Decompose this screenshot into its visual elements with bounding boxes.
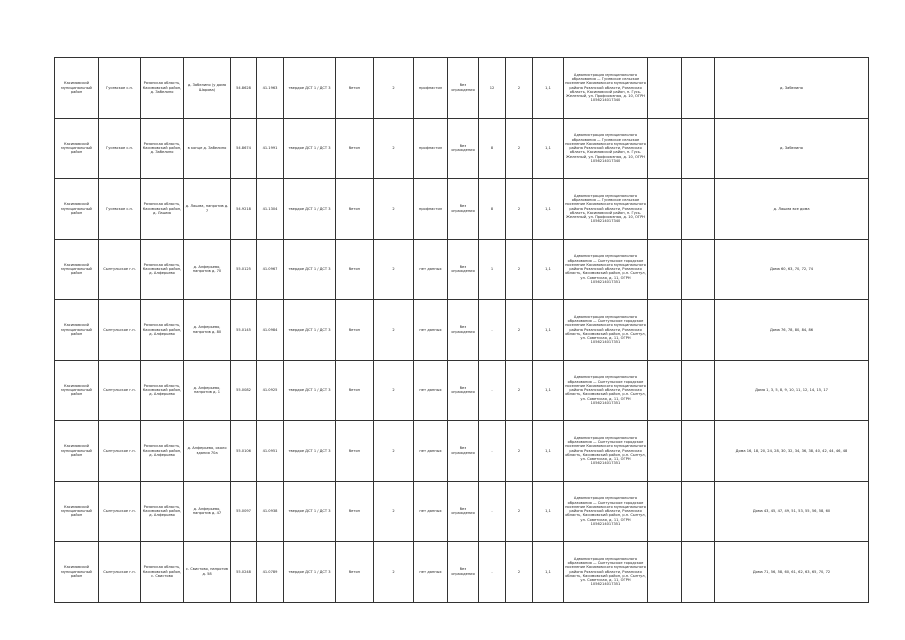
enclosure-cell: нет данных — [414, 481, 448, 542]
empty-cell-2 — [682, 542, 715, 603]
district-cell: Касимовский муниципальный район — [55, 542, 99, 603]
longitude-cell: 41.0984 — [257, 300, 284, 361]
table-row — [55, 179, 869, 240]
capacity-cell: 1,1 — [533, 58, 564, 119]
address-cell: д. Лашма, напротив д. 7 — [184, 179, 231, 240]
empty-cell-1 — [648, 179, 682, 240]
base-cell: бетон — [336, 239, 374, 300]
empty-cell-1 — [648, 118, 682, 179]
capacity-cell: 1,1 — [533, 118, 564, 179]
settlement-cell: Сынтульское г.п. — [99, 421, 141, 482]
district-cell: Касимовский муниципальный район — [55, 300, 99, 361]
volume-cell: 2 — [506, 542, 533, 603]
enclosure-cell: нет данных — [414, 239, 448, 300]
empty-cell-2 — [682, 300, 715, 361]
base-cell: бетон — [336, 118, 374, 179]
container-count-cell: 8 — [479, 118, 506, 179]
base-cell: бетон — [336, 300, 374, 361]
volume-cell: 2 — [506, 239, 533, 300]
enclosure-cell: нет данных — [414, 542, 448, 603]
owner-cell: Администрация муниципального образования — Сынтульское городское поселение Касимовского муниципального района Рязанской области, Рязанская область, Касимовский район, р.п. Сынтул, ул. Советская, д. 11, ОГРН 1056214017351 — [564, 421, 648, 482]
enclosure-cell: нет данных — [414, 421, 448, 482]
longitude-cell: 41.1991 — [257, 118, 284, 179]
fence-cell: без ограждения — [448, 481, 479, 542]
empty-cell-1 — [648, 360, 682, 421]
enclosure-cell: профнастил — [414, 58, 448, 119]
table-row — [55, 239, 869, 300]
empty-cell-1 — [648, 542, 682, 603]
district-cell: Касимовский муниципальный район — [55, 118, 99, 179]
served-houses-cell: д. Лашма все дома — [715, 179, 869, 240]
fence-cell: без ограждения — [448, 239, 479, 300]
volume-cell: 2 — [506, 300, 533, 361]
table-row — [55, 118, 869, 179]
owner-cell: Администрация муниципального образования — Сынтульское городское поселение Касимовского муниципального района Рязанской области, Рязанская область, Касимовский район, р.п. Сынтул, ул. Советская, д. 11, ОГРН 1056214017351 — [564, 542, 648, 603]
fence-cell: без ограждения — [448, 360, 479, 421]
enclosure-cell: профнастил — [414, 118, 448, 179]
empty-cell-1 — [648, 421, 682, 482]
base-cell: бетон — [336, 542, 374, 603]
capacity-cell: 1,1 — [533, 239, 564, 300]
container-count-cell: - — [479, 481, 506, 542]
base-cell: бетон — [336, 481, 374, 542]
locality-cell: Рязанская область, Касимовский район, д. Забелино — [141, 118, 184, 179]
base-cell: бетон — [336, 360, 374, 421]
settlement-cell: Сынтульское г.п. — [99, 300, 141, 361]
longitude-cell: 41.0789 — [257, 542, 284, 603]
empty-cell-2 — [682, 58, 715, 119]
owner-cell: Администрация муниципального образования — Гусевское сельское поселение Касимовского муниципального района Рязанской области, Рязанская область, Касимовский район, п. Гусь-Железный, ул. Профсоюзная, д. 10, ОГРН 1056214017340 — [564, 179, 648, 240]
registry-table — [54, 57, 869, 603]
base-cell: бетон — [336, 421, 374, 482]
volume-cell: 2 — [506, 58, 533, 119]
address-cell: д. Алферьево, около здания 70а — [184, 421, 231, 482]
empty-cell-2 — [682, 239, 715, 300]
table-row — [55, 481, 869, 542]
area-cell: 2 — [374, 179, 414, 240]
empty-cell-2 — [682, 118, 715, 179]
container-count-cell: - — [479, 300, 506, 361]
owner-cell: Администрация муниципального образования — Сынтульское городское поселение Касимовского муниципального района Рязанской области, Рязанская область, Касимовский район, р.п. Сынтул, ул. Советская, д. 11, ОГРН 1056214017351 — [564, 481, 648, 542]
container-count-cell: - — [479, 360, 506, 421]
longitude-cell: 41.0967 — [257, 239, 284, 300]
locality-cell: Рязанская область, Касимовский район, д. Лашма — [141, 179, 184, 240]
address-cell: с. Свистово, напротив д. 58 — [184, 542, 231, 603]
settlement-cell: Гусевское с.п. — [99, 58, 141, 119]
latitude-cell: 55.0097 — [231, 481, 257, 542]
address-cell: в конце д. Забелино — [184, 118, 231, 179]
owner-cell: Администрация муниципального образования — Гусевское сельское поселение Касимовского муниципального района Рязанской области, Рязанская область, Касимовский район, п. Гусь-Железный, ул. Профсоюзная, д. 10, ОГРН 1056214017340 — [564, 118, 648, 179]
address-cell: д. Алферьево, напротив д. 70 — [184, 239, 231, 300]
address-cell: д. Забелино (у дома Шарова) — [184, 58, 231, 119]
settlement-cell: Сынтульское г.п. — [99, 360, 141, 421]
latitude-cell: 55.0106 — [231, 421, 257, 482]
table-body — [55, 58, 869, 603]
capacity-cell: 1,1 — [533, 481, 564, 542]
latitude-cell: 55.0145 — [231, 300, 257, 361]
served-houses-cell: Дома 16, 18, 20, 24, 28, 30, 32, 34, 36, 38, 40, 42, 44, 46, 48 — [715, 421, 869, 482]
locality-cell: Рязанская область, Касимовский район, д. Алферьево — [141, 360, 184, 421]
area-cell: 2 — [374, 481, 414, 542]
empty-cell-2 — [682, 481, 715, 542]
district-cell: Касимовский муниципальный район — [55, 360, 99, 421]
district-cell: Касимовский муниципальный район — [55, 481, 99, 542]
longitude-cell: 41.0951 — [257, 421, 284, 482]
longitude-cell: 41.1304 — [257, 179, 284, 240]
surface-cell: твердое ДСТ 1 / ДСТ 3 — [284, 542, 336, 603]
served-houses-cell: Дома 60, 63, 70, 72, 74 — [715, 239, 869, 300]
district-cell: Касимовский муниципальный район — [55, 421, 99, 482]
capacity-cell: 1,1 — [533, 542, 564, 603]
area-cell: 2 — [374, 542, 414, 603]
area-cell: 2 — [374, 300, 414, 361]
surface-cell: твердое ДСТ 1 / ДСТ 3 — [284, 58, 336, 119]
served-houses-cell: д. Забелино — [715, 58, 869, 119]
capacity-cell: 1,1 — [533, 421, 564, 482]
table-row — [55, 360, 869, 421]
surface-cell: твердое ДСТ 1 / ДСТ 3 — [284, 118, 336, 179]
empty-cell-1 — [648, 300, 682, 361]
container-count-cell: 1 — [479, 239, 506, 300]
area-cell: 2 — [374, 58, 414, 119]
locality-cell: Рязанская область, Касимовский район, д. Алферьево — [141, 421, 184, 482]
empty-cell-1 — [648, 58, 682, 119]
table-row — [55, 421, 869, 482]
empty-cell-1 — [648, 239, 682, 300]
empty-cell-2 — [682, 360, 715, 421]
longitude-cell: 41.0938 — [257, 481, 284, 542]
latitude-cell: 55.0125 — [231, 239, 257, 300]
served-houses-cell: Дома 76, 78, 80, 84, 86 — [715, 300, 869, 361]
settlement-cell: Гусевское с.п. — [99, 118, 141, 179]
volume-cell: 2 — [506, 118, 533, 179]
locality-cell: Рязанская область, Касимовский район, д. Алферьево — [141, 300, 184, 361]
locality-cell: Рязанская область, Касимовский район, с. Свистово — [141, 542, 184, 603]
fence-cell: без ограждения — [448, 300, 479, 361]
surface-cell: твердое ДСТ 1 / ДСТ 3 — [284, 481, 336, 542]
surface-cell: твердое ДСТ 1 / ДСТ 3 — [284, 300, 336, 361]
latitude-cell: 55.0082 — [231, 360, 257, 421]
surface-cell: твердое ДСТ 1 / ДСТ 3 — [284, 179, 336, 240]
empty-cell-1 — [648, 481, 682, 542]
container-count-cell: 12 — [479, 58, 506, 119]
district-cell: Касимовский муниципальный район — [55, 239, 99, 300]
area-cell: 2 — [374, 421, 414, 482]
owner-cell: Администрация муниципального образования — Сынтульское городское поселение Касимовского муниципального района Рязанской области, Рязанская область, Касимовский район, р.п. Сынтул, ул. Советская, д. 11, ОГРН 1056214017351 — [564, 360, 648, 421]
area-cell: 2 — [374, 239, 414, 300]
container-count-cell: - — [479, 542, 506, 603]
district-cell: Касимовский муниципальный район — [55, 179, 99, 240]
address-cell: д. Алферьево, напротив д. 80 — [184, 300, 231, 361]
latitude-cell: 54.9218 — [231, 179, 257, 240]
settlement-cell: Гусевское с.п. — [99, 179, 141, 240]
base-cell: бетон — [336, 179, 374, 240]
enclosure-cell: нет данных — [414, 360, 448, 421]
served-houses-cell: Дома 71, 56, 58, 60, 61, 62, 63, 65, 70, 72 — [715, 542, 869, 603]
district-cell: Касимовский муниципальный район — [55, 58, 99, 119]
container-count-cell: - — [479, 421, 506, 482]
served-houses-cell: Дома 43, 45, 47, 49, 51, 53, 55, 56, 58, 60 — [715, 481, 869, 542]
locality-cell: Рязанская область, Касимовский район, д. Алферьево — [141, 481, 184, 542]
fence-cell: без ограждения — [448, 542, 479, 603]
owner-cell: Администрация муниципального образования — Сынтульское городское поселение Касимовского муниципального района Рязанской области, Рязанская область, Касимовский район, р.п. Сынтул, ул. Советская, д. 11, ОГРН 1056214017351 — [564, 300, 648, 361]
latitude-cell: 54.8674 — [231, 118, 257, 179]
enclosure-cell: профнастил — [414, 179, 448, 240]
area-cell: 2 — [374, 360, 414, 421]
volume-cell: 2 — [506, 421, 533, 482]
empty-cell-2 — [682, 421, 715, 482]
address-cell: д. Алферьево, напротив д. 1 — [184, 360, 231, 421]
container-count-cell: 8 — [479, 179, 506, 240]
base-cell: бетон — [336, 58, 374, 119]
settlement-cell: Сынтульское г.п. — [99, 542, 141, 603]
table-row — [55, 300, 869, 361]
owner-cell: Администрация муниципального образования — Сынтульское городское поселение Касимовского муниципального района Рязанской области, Рязанская область, Касимовский район, р.п. Сынтул, ул. Советская, д. 11, ОГРН 1056214017351 — [564, 239, 648, 300]
surface-cell: твердое ДСТ 1 / ДСТ 3 — [284, 360, 336, 421]
longitude-cell: 41.0925 — [257, 360, 284, 421]
fence-cell: без ограждения — [448, 118, 479, 179]
enclosure-cell: нет данных — [414, 300, 448, 361]
fence-cell: без ограждения — [448, 421, 479, 482]
locality-cell: Рязанская область, Касимовский район, д. Забелино — [141, 58, 184, 119]
capacity-cell: 1,1 — [533, 360, 564, 421]
volume-cell: 2 — [506, 481, 533, 542]
latitude-cell: 54.8628 — [231, 58, 257, 119]
capacity-cell: 1,1 — [533, 300, 564, 361]
fence-cell: без ограждения — [448, 179, 479, 240]
settlement-cell: Сынтульское г.п. — [99, 481, 141, 542]
empty-cell-2 — [682, 179, 715, 240]
area-cell: 2 — [374, 118, 414, 179]
settlement-cell: Сынтульское г.п. — [99, 239, 141, 300]
volume-cell: 2 — [506, 360, 533, 421]
surface-cell: твердое ДСТ 1 / ДСТ 3 — [284, 421, 336, 482]
capacity-cell: 1,1 — [533, 179, 564, 240]
fence-cell: без ограждения — [448, 58, 479, 119]
table-row — [55, 58, 869, 119]
served-houses-cell: Дома 1, 3, 5, 8, 9, 10, 11, 12, 14, 15, 17 — [715, 360, 869, 421]
longitude-cell: 41.1963 — [257, 58, 284, 119]
table-row — [55, 542, 869, 603]
served-houses-cell: д. Забелино — [715, 118, 869, 179]
locality-cell: Рязанская область, Касимовский район, д. Алферьево — [141, 239, 184, 300]
owner-cell: Администрация муниципального образования — Гусевское сельское поселение Касимовского муниципального района Рязанской области, Рязанская область, Касимовский район, п. Гусь-Железный, ул. Профсоюзная, д. 10, ОГРН 1056214017340 — [564, 58, 648, 119]
address-cell: д. Алферьево, напротив д. 47 — [184, 481, 231, 542]
latitude-cell: 55.0248 — [231, 542, 257, 603]
surface-cell: твердое ДСТ 1 / ДСТ 3 — [284, 239, 336, 300]
volume-cell: 2 — [506, 179, 533, 240]
